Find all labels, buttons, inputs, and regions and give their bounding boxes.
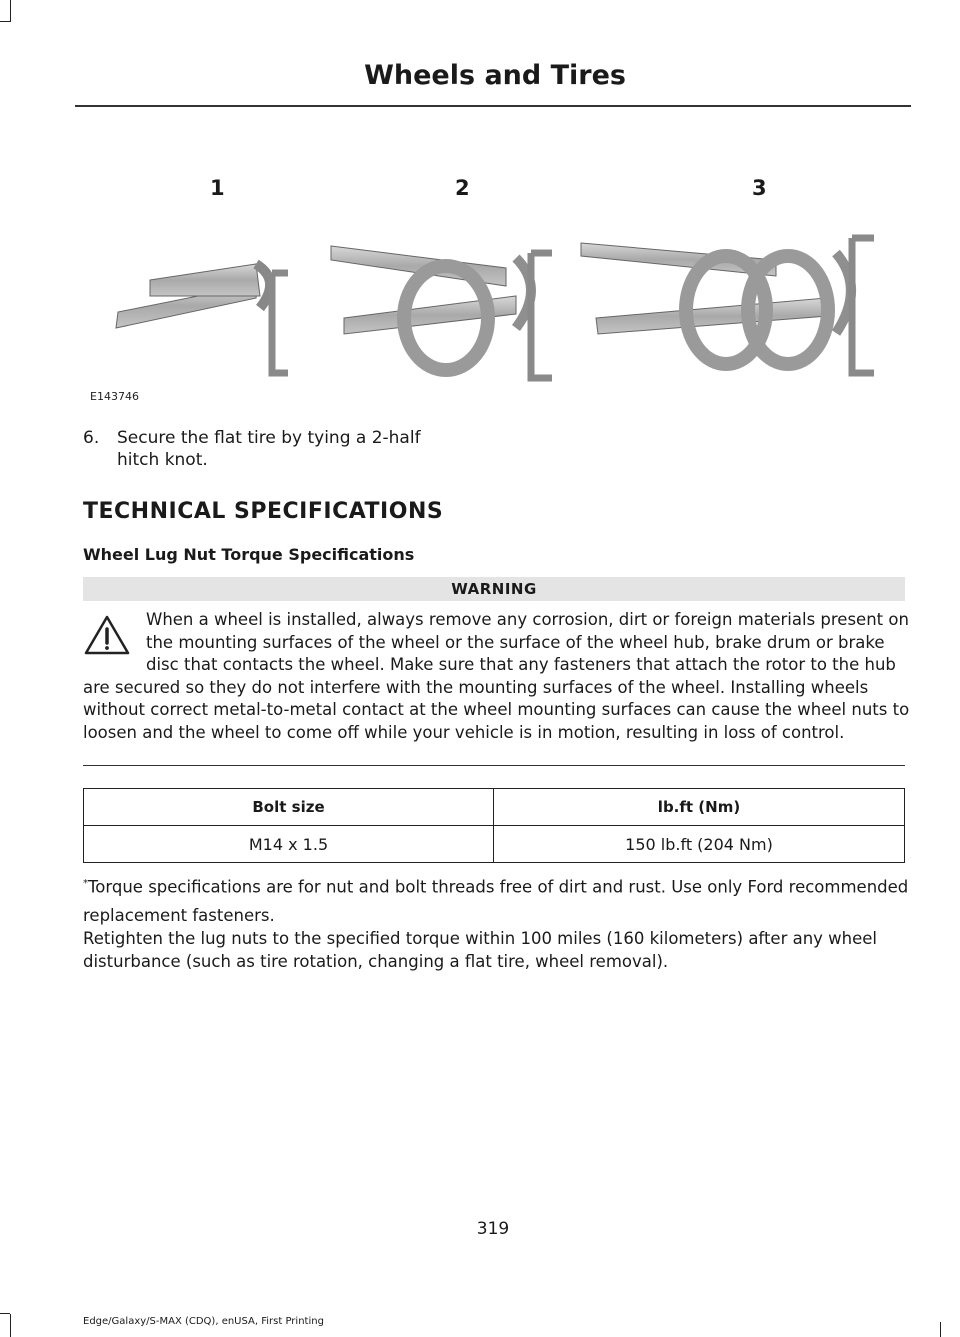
retighten-paragraph: Retighten the lug nuts to the specified torque within 100 miles (160 kilometers) after any wheel disturbance (such as tire rotation, changing a flat tire, wheel removal).: [83, 929, 878, 971]
knot-step-3-drawing: [581, 238, 874, 373]
knot-drawings: [76, 168, 906, 388]
page-title: Wheels and Tires: [364, 60, 626, 91]
warning-triangle-icon: [83, 614, 131, 656]
footnote-text: Torque specifications are for nut and bolt threads free of dirt and rust. Use only Ford recommended replacement fasteners.: [83, 877, 909, 925]
warning-block: [83, 609, 913, 744]
torque-spec-table: [83, 788, 905, 863]
step-number: 6.: [83, 428, 100, 448]
crop-mark: [10, 1314, 11, 1337]
crop-mark: [940, 1322, 941, 1337]
knot-step-1-drawing: [116, 264, 288, 373]
warning-banner: WARNING: [83, 577, 905, 601]
step-item: [83, 427, 463, 471]
figure-code: E143746: [90, 390, 139, 403]
table-footnote: [83, 870, 913, 930]
figure-label-2: 2: [455, 176, 470, 200]
figure-label-1: 1: [210, 176, 225, 200]
crop-mark: [10, 0, 11, 22]
table-header-bolt-size: Bolt size: [84, 789, 494, 826]
section-heading: TECHNICAL SPECIFICATIONS: [83, 499, 444, 524]
table-cell-bolt-size: M14 x 1.5: [84, 826, 494, 863]
knot-step-2-drawing: [331, 246, 552, 378]
table-cell-torque: 150 lb.ft (204 Nm): [494, 826, 905, 863]
warning-text: When a wheel is installed, always remove any corrosion, dirt or foreign materials present on the mounting surfaces of the wheel or the surface of the wheel hub, brake drum or brake disc that contacts the wheel. Make sure that any fasteners that attach the rotor to the hub are secured so they do not interfere with the mounting surfaces of the wheel. Installing wheels without correct metal-to-metal contact at the wheel mounting surfaces can cause the wheel nuts to loosen and the wheel to come off while your vehicle is in motion, resulting in loss of control.: [83, 610, 910, 742]
knot-illustration: [76, 168, 906, 408]
page-footer: Edge/Galaxy/S-MAX (CDQ), enUSA, First Printing: [83, 1316, 324, 1327]
page-number: 319: [476, 1219, 510, 1239]
header-rule: [75, 105, 911, 107]
table-header-row: [84, 789, 905, 826]
footnote-marker: *: [83, 878, 88, 889]
crop-mark: [0, 1313, 10, 1314]
subsection-heading: Wheel Lug Nut Torque Specifications: [83, 545, 415, 564]
table-row: [84, 826, 905, 863]
figure-label-3: 3: [752, 176, 767, 200]
warning-rule: [83, 765, 905, 766]
crop-mark: [0, 21, 10, 22]
table-header-torque: lb.ft (Nm): [494, 789, 905, 826]
step-text: Secure the flat tire by tying a 2-half hitch knot.: [117, 428, 421, 470]
